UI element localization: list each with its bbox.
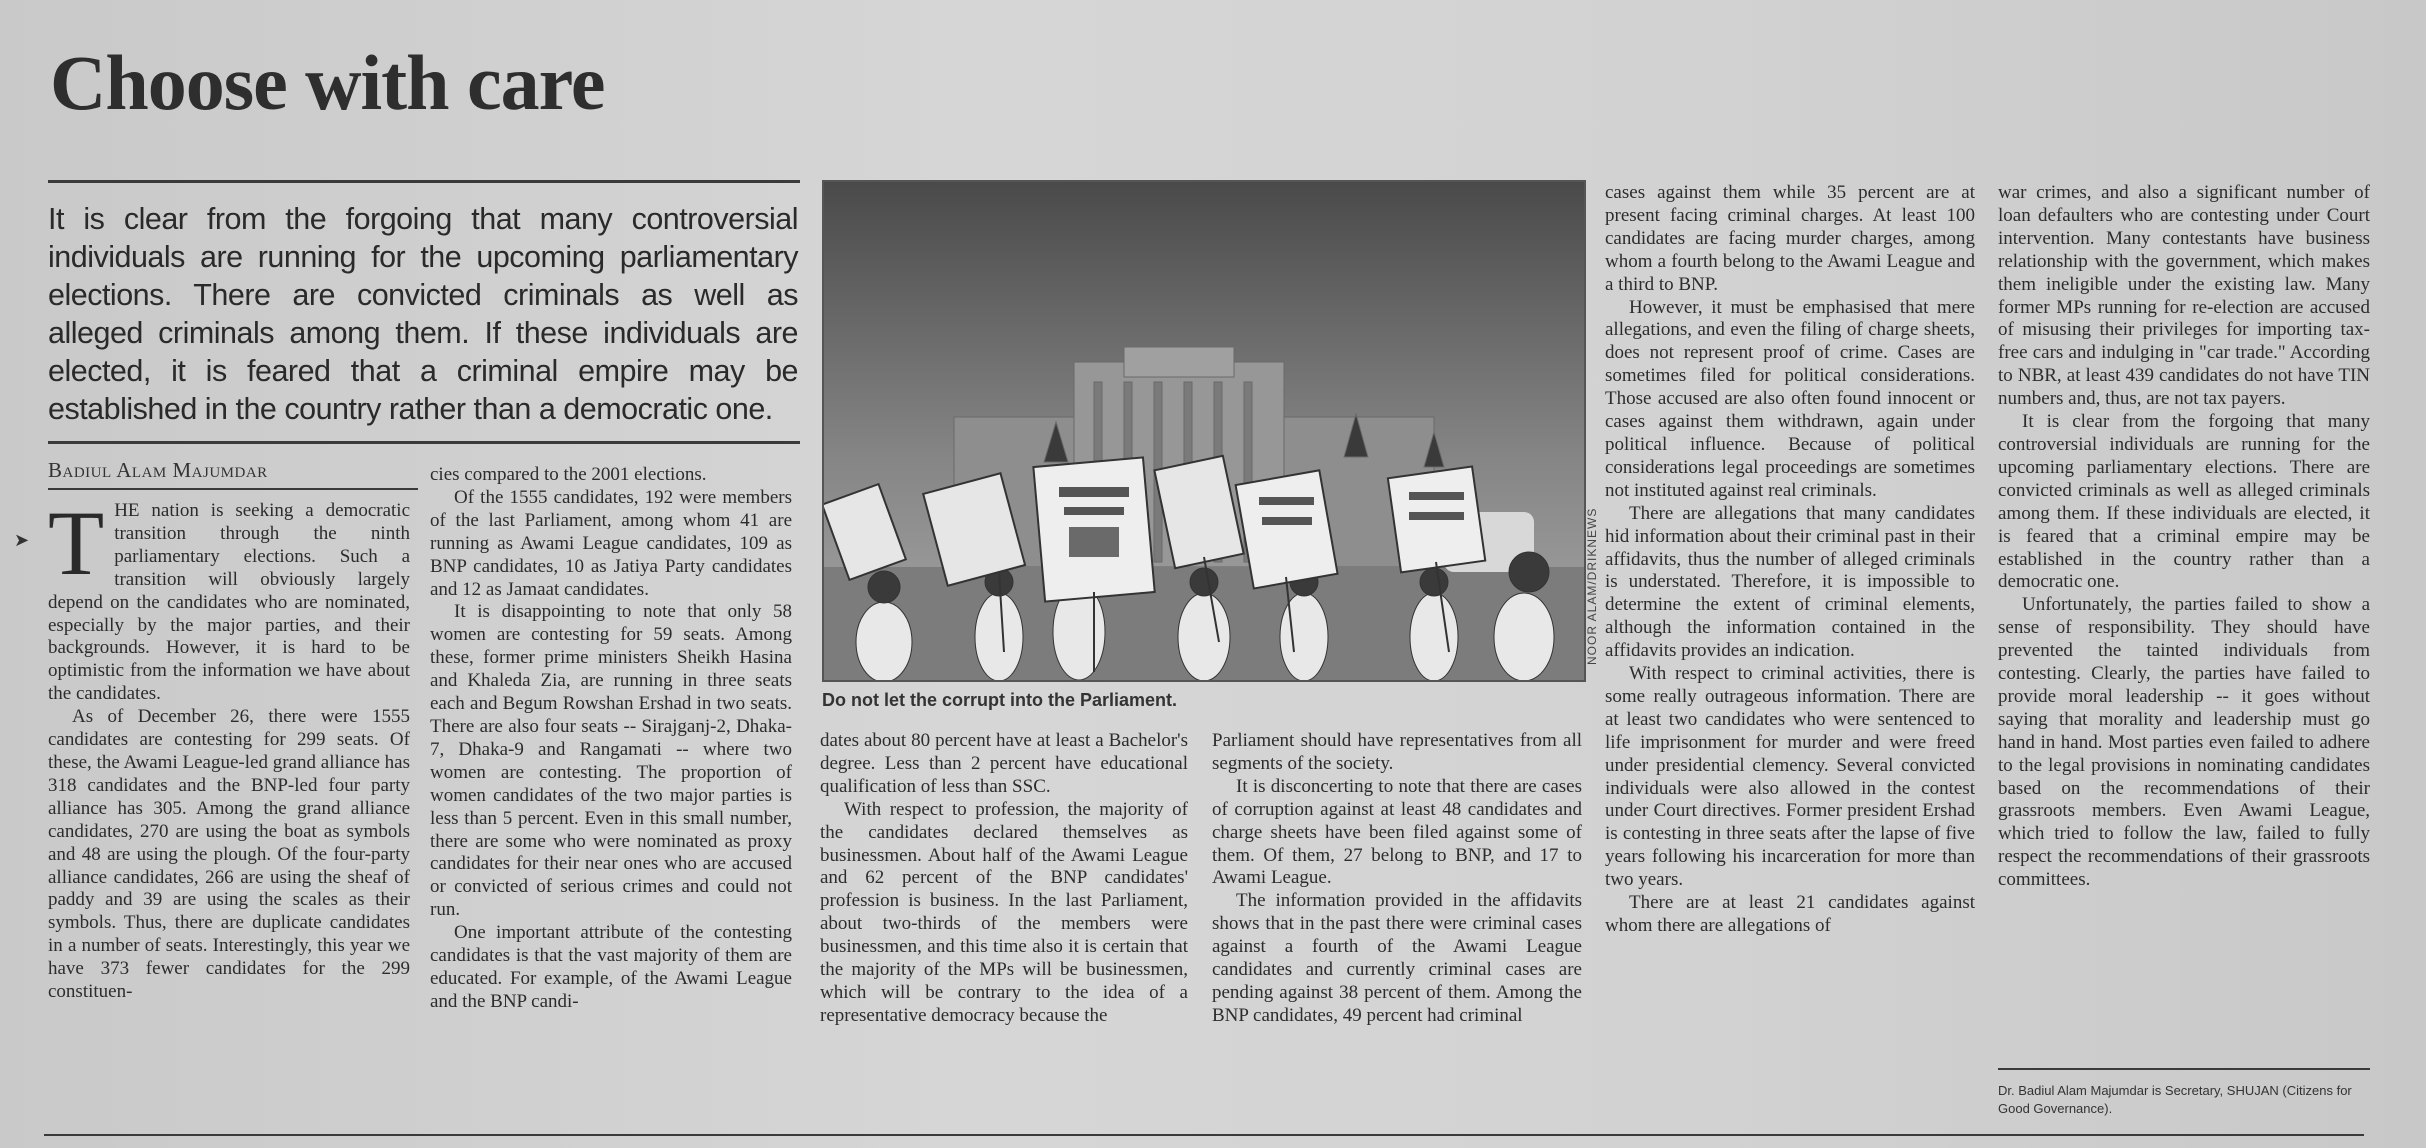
paragraph: With respect to criminal activities, there is some really outrageous information. There are at least two candidates who were sentenced to life imprisonment for murder and were freed under presidential clemency. Several convicted individuals were also allowed in the contest under Court directives. Former president Ershad is contesting in three seats after the lapse of five years following his incarceration for more than two years. bbox=[1605, 663, 1975, 891]
margin-arrow-icon: ➤ bbox=[14, 530, 30, 551]
paragraph: However, it must be emphasised that mere allegations, and even the filing of charge sheets, does not represent proof of crime. Cases are sometimes filed for political considerations. Those accused are also often found innocent or cases against them withdrawn, again under political influence. Because of political considerations legal proceedings are sometimes not instituted against real criminals. bbox=[1605, 296, 1975, 501]
page-bottom-rule bbox=[44, 1134, 2364, 1136]
headline: Choose with care bbox=[50, 39, 605, 126]
column-6 bbox=[1998, 182, 2370, 892]
lead-paragraph bbox=[48, 492, 410, 706]
paragraph: Parliament should have representatives from all segments of the society. bbox=[1212, 730, 1582, 774]
paragraph: There are at least 21 candidates against whom there are allegations of bbox=[1605, 892, 1975, 936]
paragraph: It is disappointing to note that only 58 women are contesting for 59 seats. Among these, former prime ministers Sheikh Hasina and Khaleda Zia, are running in three seats each and Begum Rowshan Ershad in two seats. There are also four seats -- Sirajganj-2, Dhaka-7, Dhaka-9 and Rangamati -- where two women are contesting. The proportion of women candidates of the two major parties is less than 5 percent. Even in this small number, there are some who were nominated as proxy candidates for their near ones who are accused or convicted of serious crimes and could not run. bbox=[430, 601, 792, 921]
news-photo bbox=[822, 180, 1586, 682]
lead-paragraph-text: HE nation is seeking a democratic transition through the ninth parliamentary elections. Such a transition will obviously largely depend on the candidates who are nominated, especially by the major parties, and their backgrounds. However, it is hard to be optimistic from the information we have about the candidates. bbox=[48, 500, 410, 705]
dropcap: T bbox=[48, 492, 105, 594]
standfirst-bottom-rule bbox=[48, 441, 800, 444]
protest-photo-illustration bbox=[824, 182, 1584, 680]
byline: Badiul Alam Majumdar bbox=[48, 458, 268, 482]
standfirst: It is clear from the forgoing that many controversial individuals are running for the upcoming parliamentary elections. There are convicted criminals as well as alleged criminals among them. If these individuals are elected, it is feared that a criminal empire may be established in the country rather than a democratic one. bbox=[48, 202, 798, 426]
paragraph: There are allegations that many candidates hid information about their criminal past in their affidavits, thus the number of alleged criminals is understated. Therefore, it is impossible to determine the extent of criminal elements, although the information contained in the affidavits provides an indication. bbox=[1605, 502, 1975, 662]
author-bio: Dr. Badiul Alam Majumdar is Secretary, SHUJAN (Citizens for Good Governance). bbox=[1998, 1083, 2352, 1116]
byline-rule bbox=[48, 488, 418, 490]
bio-rule bbox=[1998, 1068, 2370, 1070]
paragraph: cases against them while 35 percent are at present facing criminal charges. At least 100 candidates are facing murder charges, among whom a fourth belong to the Awami League and a third to BNP. bbox=[1605, 182, 1975, 295]
column-4 bbox=[1212, 730, 1582, 1028]
paragraph: As of December 26, there were 1555 candidates are contesting for 299 seats. Of these, the Awami League-led grand alliance has 318 candidates and the BNP-led four party alliance has 305. Among the grand alliance candidates, 270 are using the boat as symbols and 48 are using the plough. Of the four-party alliance candidates, 266 are using the sheaf of paddy and 39 are using the scales as their symbols. Thus, there are duplicate candidates in a number of seats. Interestingly, this year we have 373 fewer candidates for the 299 constituen- bbox=[48, 706, 410, 1003]
photo-caption: Do not let the corrupt into the Parliament. bbox=[822, 690, 1178, 710]
standfirst-top-rule bbox=[48, 180, 800, 183]
paragraph: Unfortunately, the parties failed to show a sense of responsibility. They should have prevented the tainted individuals from contesting. Clearly, the parties have failed to provide moral leadership -- it goes without saying that morality and leadership must go hand in hand. Most parties even failed to adhere to the legal provisions in nominating candidates based on the recommendations of their grassroots members. Even Awami League, which tried to follow the law, failed to fully respect the recommendations of their grassroots committees. bbox=[1998, 594, 2370, 891]
paragraph: cies compared to the 2001 elections. bbox=[430, 464, 707, 485]
paragraph: war crimes, and also a significant number of loan defaulters who are contesting under Court intervention. Many contestants have business relationship with the government, which makes them ineligible under the existing law. Many former MPs running for re-election are accused of misusing their privileges for importing tax-free cars and indulging in "car trade." According to NBR, at least 439 candidates do not have TIN numbers and, thus, are not tax payers. bbox=[1998, 182, 2370, 410]
paragraph: dates about 80 percent have at least a Bachelor's degree. Less than 2 percent have educational qualification of less than SSC. bbox=[820, 730, 1188, 797]
paragraph: With respect to profession, the majority of the candidates declared themselves as businessmen. About half of the Awami League and 62 percent of the BNP candidates' profession is business. In the last Parliament, about two-thirds of the members were businessmen, and this time also it is certain that the majority of the MPs will be businessmen, which will be contrary to the idea of a representative democracy because the bbox=[820, 798, 1188, 1026]
paragraph: It is clear from the forgoing that many controversial individuals are running for the upcoming parliamentary elections. There are convicted criminals as well as alleged criminals among them. If these individuals are elected, it is feared that a criminal empire may be established in the country rather than a democratic one. bbox=[1998, 411, 2370, 593]
photo-credit: NOOR ALAM/DRIKNEWS bbox=[1585, 507, 1599, 665]
column-3 bbox=[820, 730, 1188, 1028]
column-1 bbox=[48, 492, 410, 1004]
paragraph: One important attribute of the contesting candidates is that the vast majority of them are educated. For example, of the Awami League and the BNP candi- bbox=[430, 922, 792, 1012]
column-2 bbox=[430, 464, 792, 1014]
paragraph: The information provided in the affidavits shows that in the past there were criminal cases against a fourth of the Awami League candidates and currently criminal cases are pending against 38 percent of them. Among the BNP candidates, 49 percent had criminal bbox=[1212, 890, 1582, 1026]
paragraph: Of the 1555 candidates, 192 were members of the last Parliament, among whom 41 are running as Awami League candidates, 109 as BNP candidates, 10 as Jatiya Party candidates and 12 as Jamaat candidates. bbox=[430, 486, 792, 600]
column-5 bbox=[1605, 182, 1975, 938]
paragraph: It is disconcerting to note that there are cases of corruption against at least 48 candidates and charge sheets have been filed against some of them. Of them, 27 belong to BNP, and 17 to Awami League. bbox=[1212, 775, 1582, 889]
